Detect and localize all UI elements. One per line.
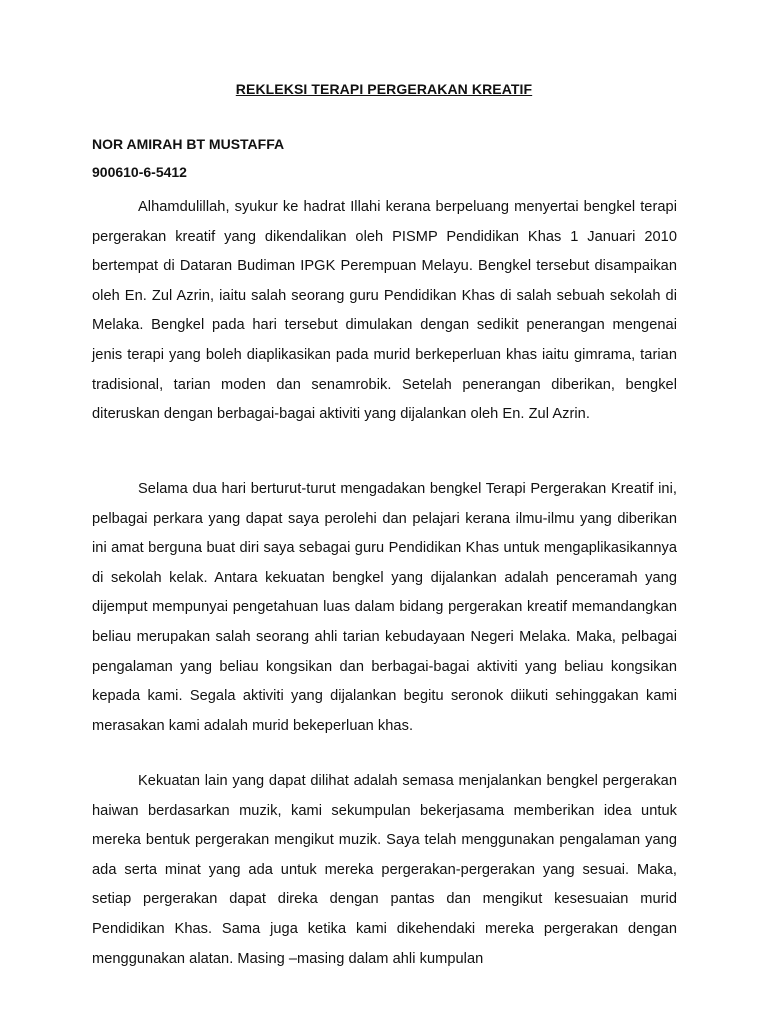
paragraph-3: Kekuatan lain yang dapat dilihat adalah semasa menjalankan bengkel pergerakan haiwan berdasarkan muzik, kami sekumpulan bekerjasama memberikan idea untuk mereka bentuk pergerakan mengikut muzik. Saya telah menggunakan pengalaman yang ada serta minat yang ada untuk mereka pergerakan-pergerakan yang sesuai. Maka, setiap pergerakan dapat direka dengan pantas dan mengikut kesesuaian murid Pendidikan Khas. Sama juga ketika kami dikehendaki mereka pergerakan dengan menggunakan alatan. Masing –masing dalam ahli kumpulan <box>92 773 677 967</box>
paragraph-2: Selama dua hari berturut-turut mengadakan bengkel Terapi Pergerakan Kreatif ini, pelbagai perkara yang dapat saya perolehi dan pelajari kerana ilmu-ilmu yang diberikan ini amat berguna buat diri saya sebagai guru Pendidikan Khas untuk mengaplikasikannya di sekolah kelak. Antara kekuatan bengkel yang dijalankan adalah penceramah yang dijemput mempunyai pengetahuan luas dalam bidang pergerakan kreatif memandangkan beliau merupakan salah seorang ahli tarian kebudayaan Negeri Melaka. Maka, pelbagai pengalaman yang beliau kongsikan dan berbagai-bagai aktiviti yang beliau kongsikan kepada kami. Segala aktiviti yang dijalankan begitu seronok diikuti sehinggakan kami merasakan kami adalah murid bekeperluan khas. <box>92 481 677 734</box>
paragraph-1: Alhamdulillah, syukur ke hadrat Illahi kerana berpeluang menyertai bengkel terapi pergerakan kreatif yang dikendalikan oleh PISMP Pendidikan Khas 1 Januari 2010 bertempat di Dataran Budiman IPGK Perempuan Melayu. Bengkel tersebut disampaikan oleh En. Zul Azrin, iaitu salah seorang guru Pendidikan Khas di salah sebuah sekolah di Melaka. Bengkel pada hari tersebut dimulakan dengan sedikit penerangan mengenai jenis terapi yang boleh diaplikasikan pada murid berkeperluan khas iaitu gimrama, tarian tradisional, tarian moden dan senamrobik. Setelah penerangan diberikan, bengkel diteruskan dengan berbagai-bagai aktiviti yang dijalankan oleh En. Zul Azrin. <box>92 199 677 423</box>
document-title: REKLEKSI TERAPI PERGERAKAN KREATIF <box>235 81 533 97</box>
author-id-number: 900610-6-5412 <box>92 164 187 180</box>
author-name: NOR AMIRAH BT MUSTAFFA <box>92 136 285 152</box>
